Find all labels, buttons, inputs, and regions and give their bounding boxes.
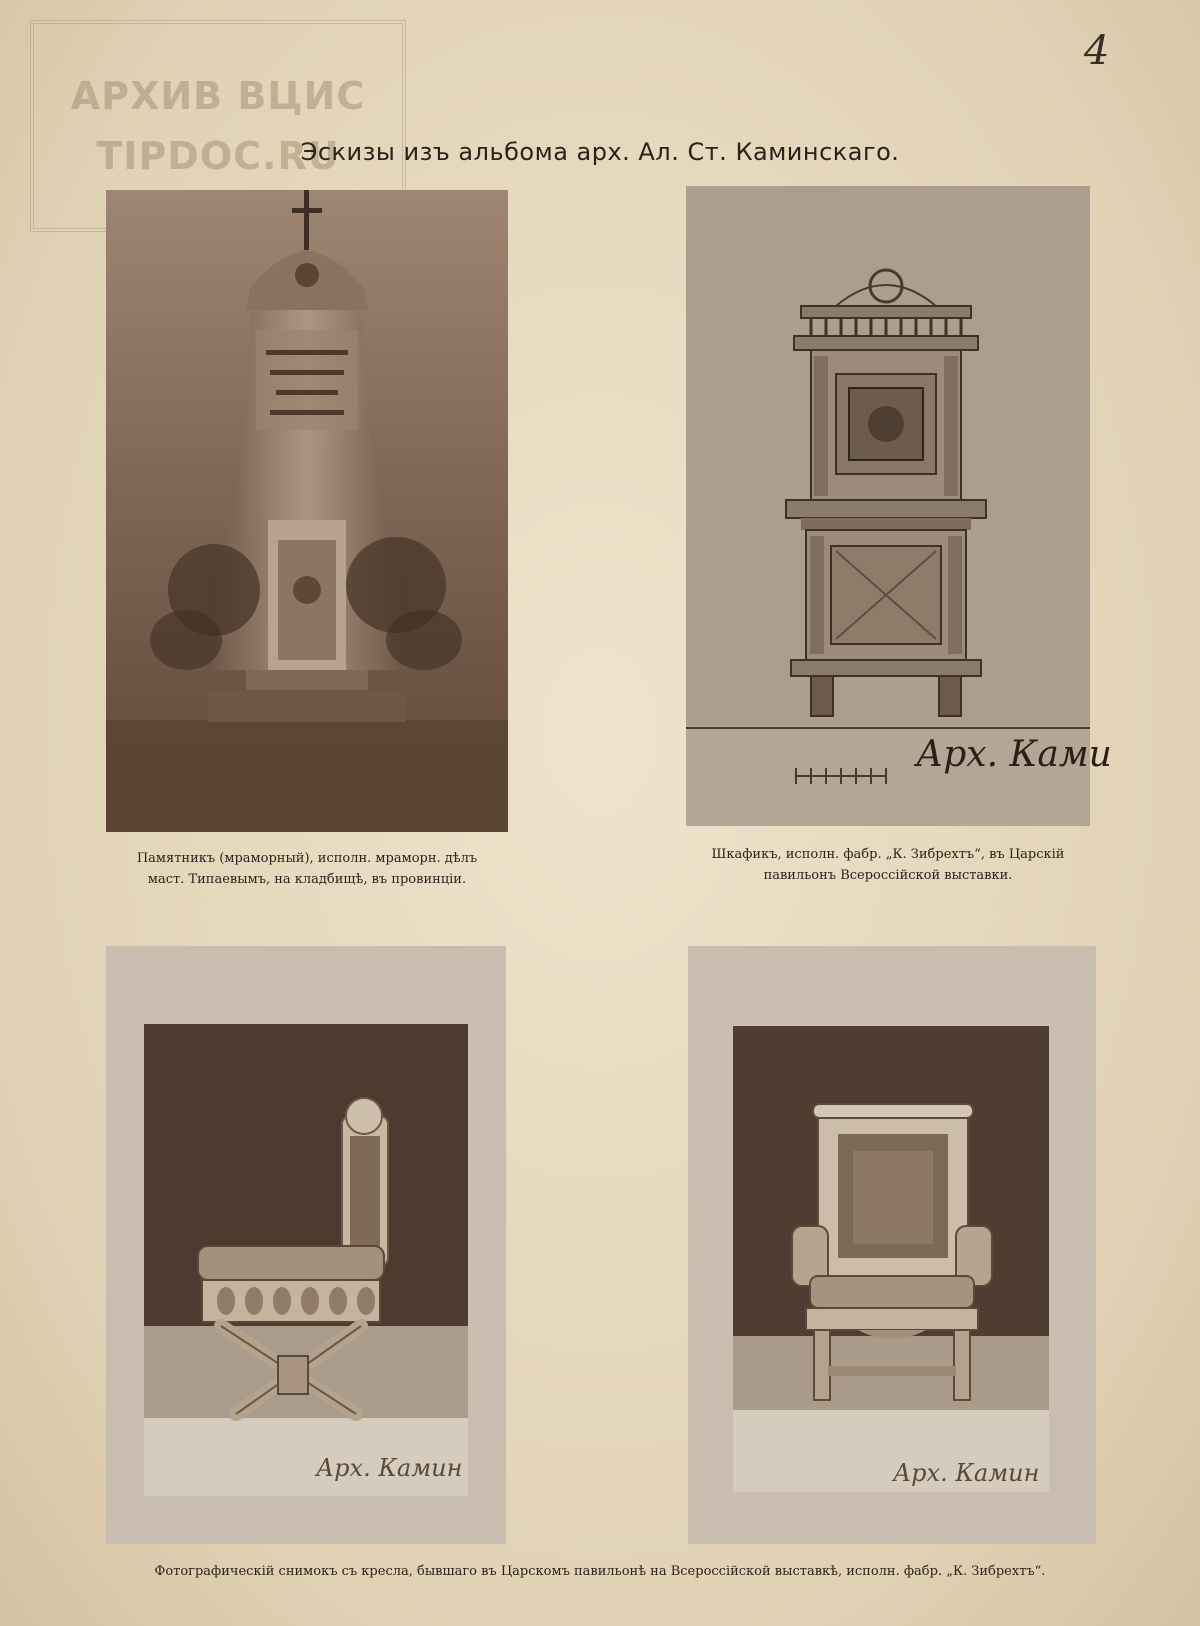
cabinet-image <box>686 186 1112 826</box>
cabinet-caption-line-2: павильонъ Всероссійской выставки. <box>763 868 1013 883</box>
watermark-line-1: АРХИВ ВЦИС <box>70 74 366 118</box>
monument-image <box>106 190 508 832</box>
page-title: Эскизы изъ альбома арх. Ал. Ст. Каминскаго. <box>300 138 900 166</box>
cabinet-caption <box>686 844 1090 886</box>
side-chair-signature: Арх. Камин <box>316 1454 463 1482</box>
cabinet-signature: Арх. Ками <box>916 734 1112 775</box>
side-chair-photograph <box>106 946 506 1544</box>
side-chair-plate <box>106 946 506 1544</box>
monument-plate <box>106 190 508 832</box>
cabinet-caption-line-1: Шкафикъ, исполн. фабр. „К. Зибрехтъ“, въ Царскій <box>711 847 1065 862</box>
cabinet-plate <box>686 186 1112 826</box>
armchair-plate <box>688 946 1096 1544</box>
bottom-caption: Фотографическій снимокъ съ кресла, бывшаго въ Царскомъ павильонѣ на Всероссійской выставкѣ, исполн. фабр. „К. Зибрехтъ“. <box>154 1564 1046 1579</box>
monument-caption <box>106 848 508 890</box>
monument-caption-line-2: маст. Типаевымъ, на кладбищѣ, въ провинціи. <box>147 872 467 887</box>
armchair-signature: Арх. Камин <box>893 1459 1040 1487</box>
monument-caption-line-1: Памятникъ (мраморный), исполн. мраморн. дѣлъ <box>136 851 478 866</box>
page-number: 4 <box>1084 28 1110 74</box>
armchair-photograph <box>688 946 1096 1544</box>
watermark-line-2: TIPDOC.RU <box>96 134 340 178</box>
